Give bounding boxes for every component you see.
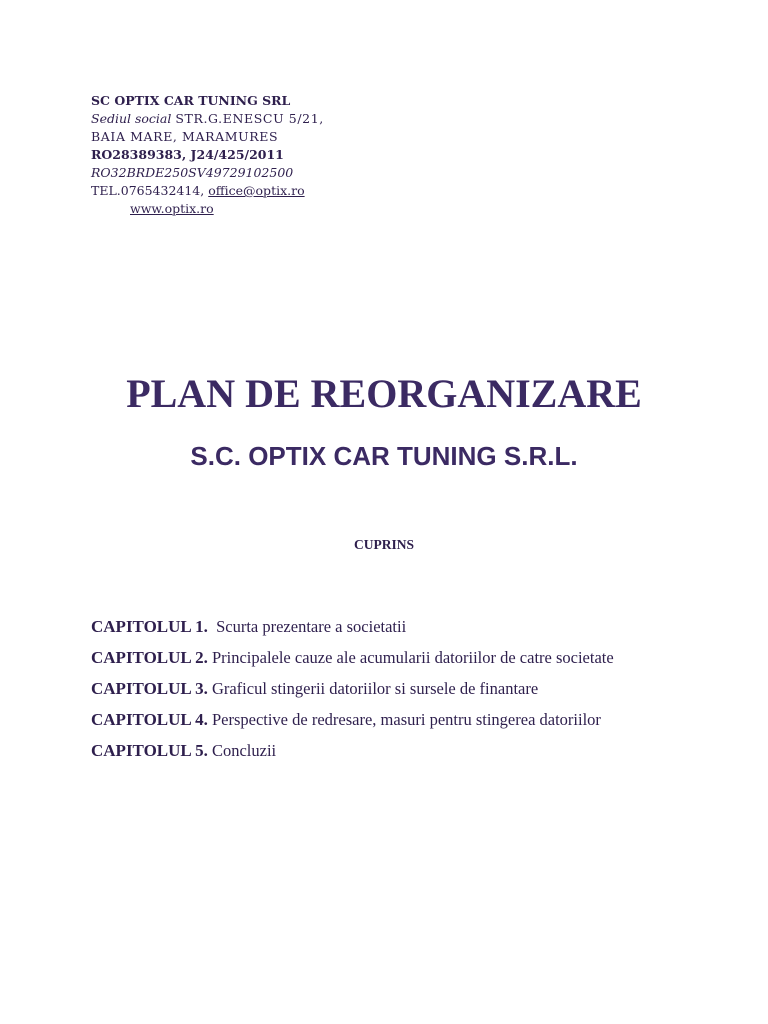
toc-item xyxy=(91,738,614,769)
phone: TEL.0765432414, xyxy=(91,183,205,198)
bank-account: RO32BRDE250SV49729102500 xyxy=(91,165,294,180)
table-of-contents xyxy=(91,614,614,769)
contact-line xyxy=(91,182,324,200)
seat-address: STR.G.ENESCU 5/21, xyxy=(175,111,324,126)
chapter-label: CAPITOLUL 5. xyxy=(91,741,208,760)
chapter-title: Graficul stingerii datoriilor si sursele de finantare xyxy=(211,679,539,698)
chapter-title: Scurta prezentare a societatii xyxy=(216,617,407,636)
letterhead xyxy=(91,92,324,218)
chapter-label: CAPITOLUL 3. xyxy=(91,679,208,698)
toc-item xyxy=(91,614,614,645)
toc-item xyxy=(91,676,614,707)
toc-heading: CUPRINS xyxy=(353,537,414,552)
website-link[interactable]: www.optix.ro xyxy=(130,201,214,216)
chapter-title: Perspective de redresare, masuri pentru stingerea datoriilor xyxy=(211,710,601,729)
document-title: PLAN DE REORGANIZARE xyxy=(126,371,642,416)
toc-item xyxy=(91,707,614,738)
company-name: SC OPTIX CAR TUNING SRL xyxy=(91,93,291,108)
city: BAIA MARE, MARAMURES xyxy=(91,129,279,144)
chapter-title: Principalele cauze ale acumularii datoriilor de catre societate xyxy=(211,648,614,667)
chapter-title: Concluzii xyxy=(211,741,277,760)
chapter-label: CAPITOLUL 2. xyxy=(91,648,208,667)
document-subtitle: S.C. OPTIX CAR TUNING S.R.L. xyxy=(190,441,578,471)
chapter-label: CAPITOLUL 1. xyxy=(91,617,208,636)
registered-seat xyxy=(91,110,324,128)
website-line xyxy=(91,200,324,218)
registration-numbers: RO28389383, J24/425/2011 xyxy=(91,147,284,162)
email-link[interactable]: office@optix.ro xyxy=(208,183,305,198)
chapter-label: CAPITOLUL 4. xyxy=(91,710,208,729)
toc-item xyxy=(91,645,614,676)
seat-label: Sediul social xyxy=(91,111,172,126)
